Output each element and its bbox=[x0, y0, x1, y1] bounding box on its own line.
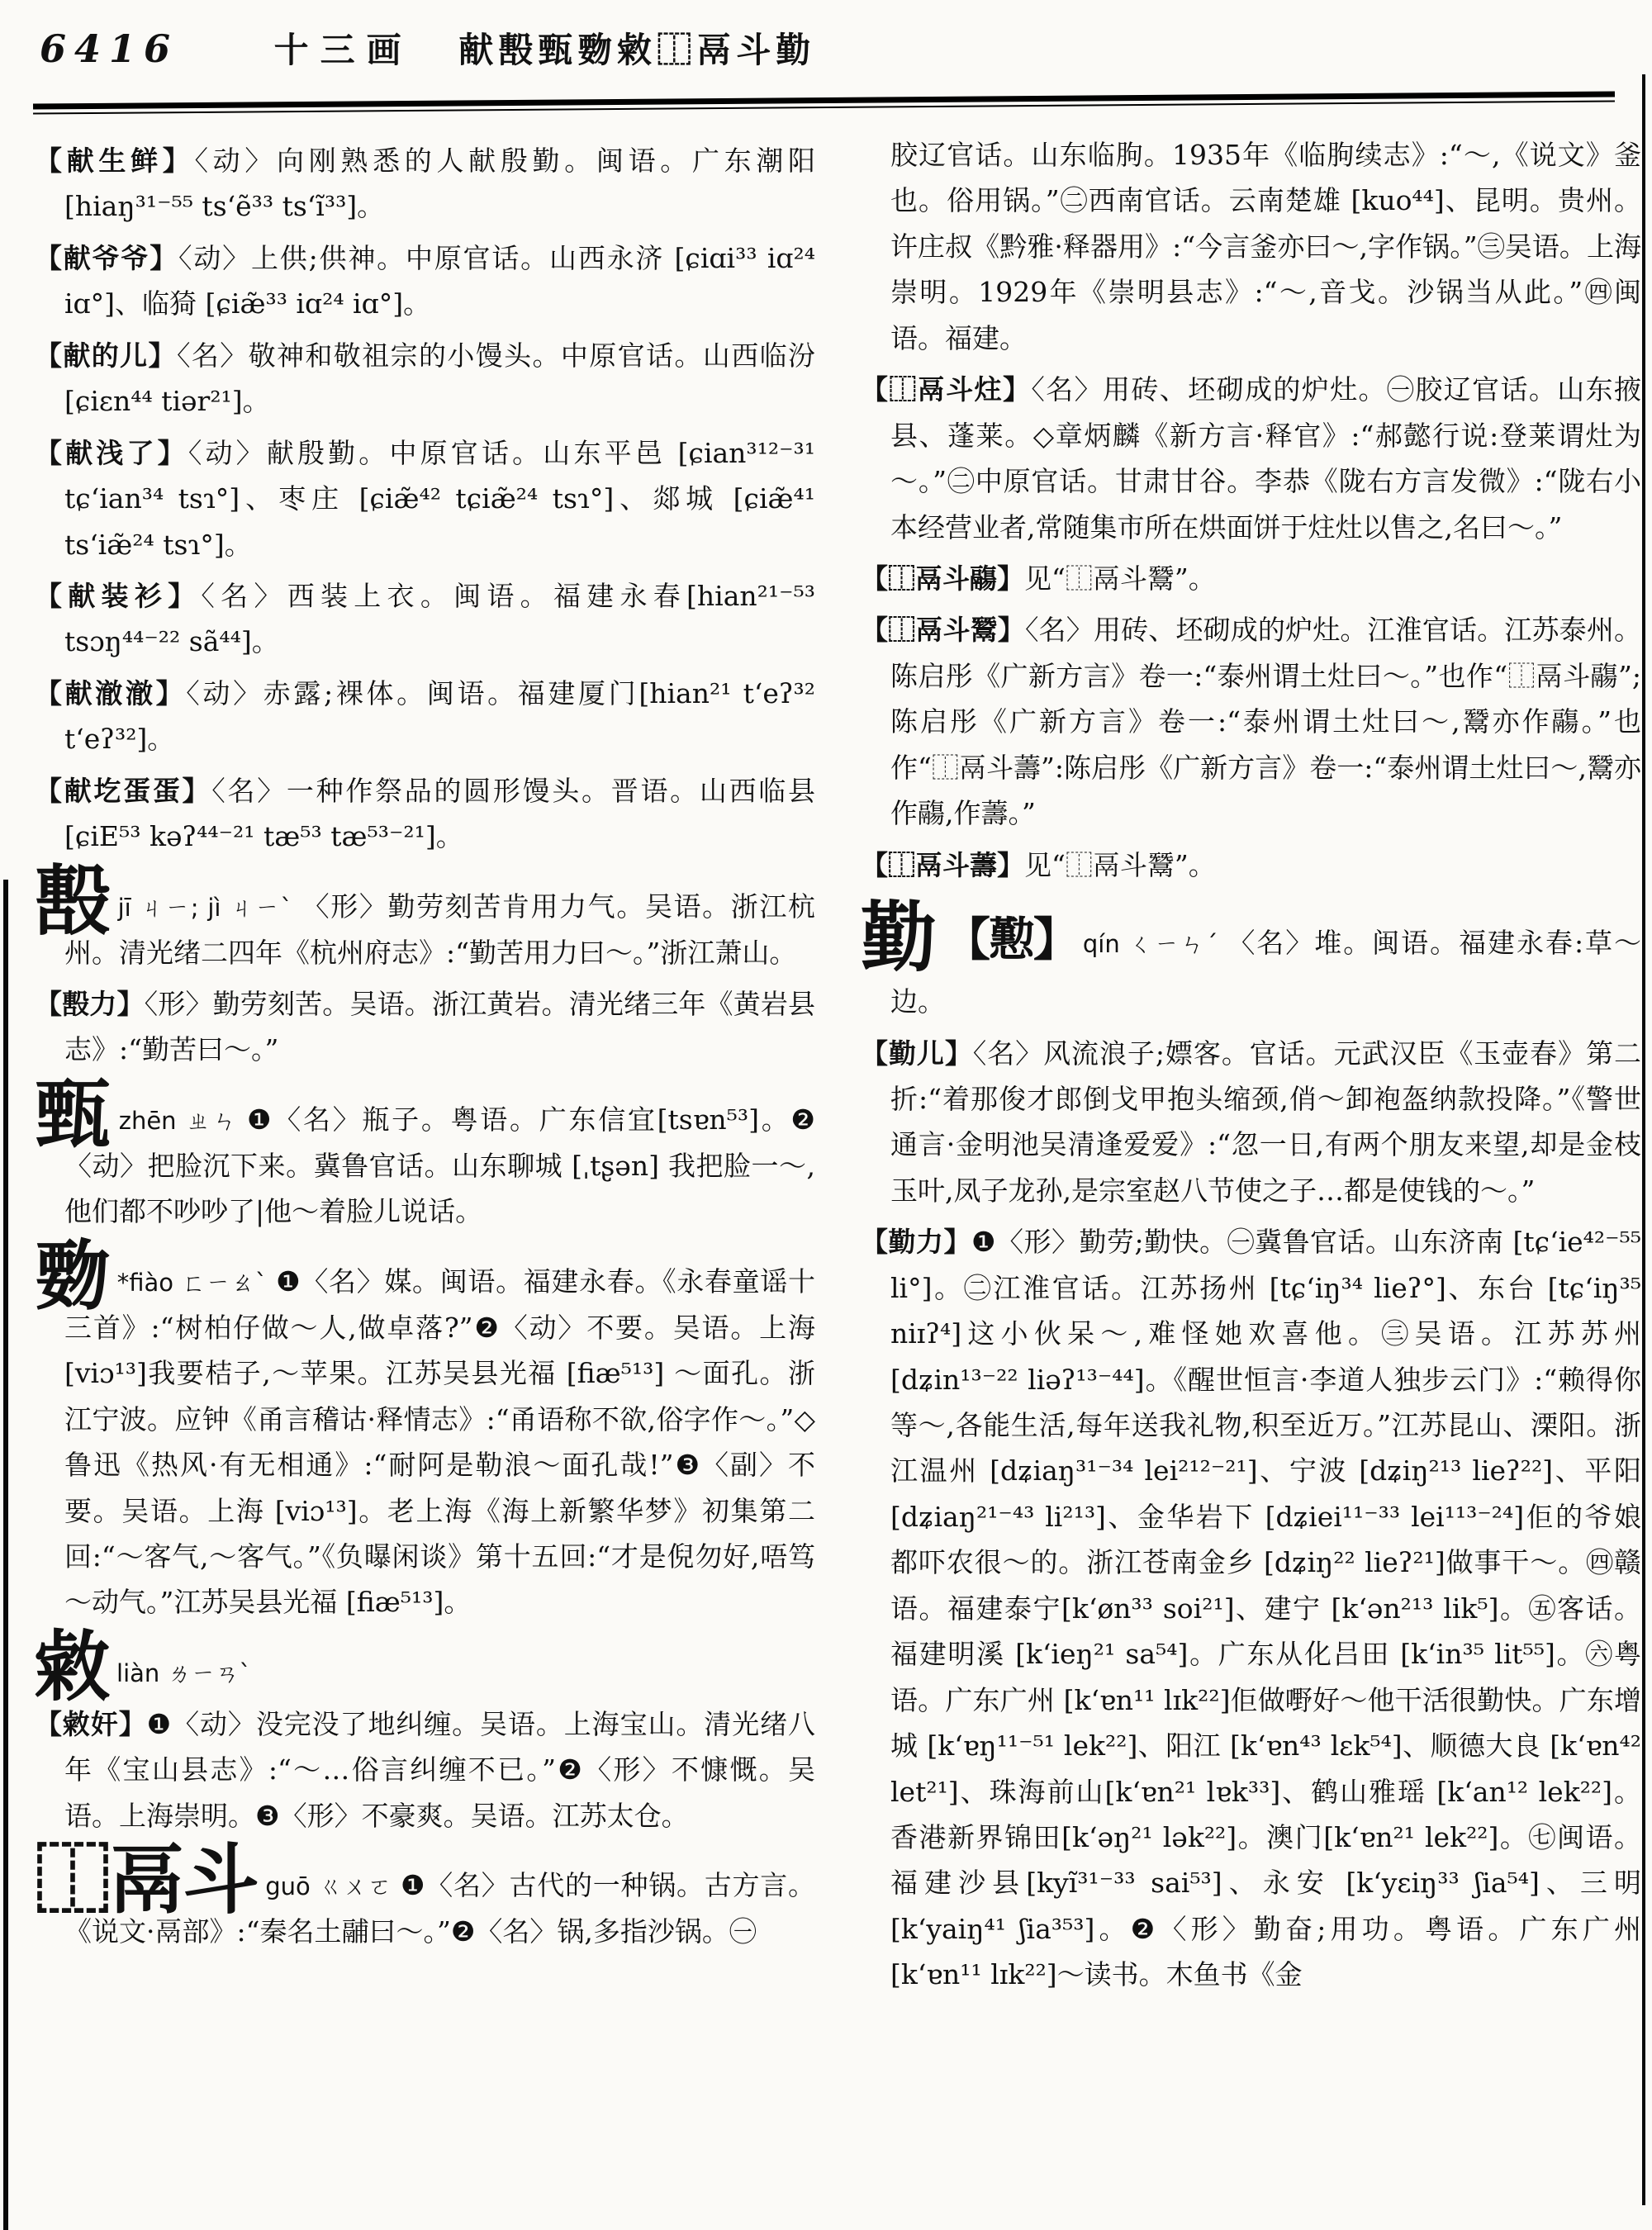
dict-entry-lianjian bbox=[35, 1701, 815, 1839]
scan-edge-line-left bbox=[3, 880, 8, 2230]
headword-pinyin: qín ㄑㄧㄣˊ bbox=[1082, 930, 1220, 958]
entry-body: 〈形〉勤劳刻苦。吴语。浙江黄岩。清光绪三年《黄岩县志》:“勤苦曰～。” bbox=[64, 988, 816, 1066]
entry-body: ❶〈名〉媒。闽语。福建永春。《永春童谣十三首》:“树柏仔做～人,做卓落?”❷〈动〉不要。吴语。上海 [viɔ¹³]我要桔子,～苹果。江苏吴县光福 [fiæ⁵¹³] ～面孔。浙江宁波。应钟《甬言稽诂·释情志》:“甬语称不欲,俗字作～。”◇鲁迅《热风·有无相通》:“耐阿是勒浪～面孔哉!”❸〈副〉不要。吴语。上海 [viɔ¹³]。老上海《海上新繁华梦》初集第二回:“～客气,～客气。”《负曝闲谈》第十五回:“才是倪勿好,唔笃～动气。”江苏吴县光福 [fiæ⁵¹³]。 bbox=[64, 1264, 815, 1619]
guide-characters: 献毄甄覅敹⿰鬲斗勤 bbox=[458, 30, 816, 70]
entry-body: 见“⿰鬲斗鬵”。 bbox=[1024, 562, 1216, 595]
entry-body: 〈名〉西装上衣。闽语。福建永春[hian²¹⁻⁵³ tsɔŋ⁴⁴⁻²² sã⁴⁴]。 bbox=[64, 579, 815, 658]
left-column bbox=[35, 132, 815, 1961]
dict-entry-fiao-character bbox=[35, 1231, 815, 1625]
page-number: 6416 bbox=[40, 26, 179, 71]
entry-headword: 【献生鲜】 bbox=[35, 145, 195, 177]
entry-headword: 【⿰鬲斗鬵】 bbox=[861, 614, 1025, 647]
dict-entry-qin-character bbox=[861, 893, 1641, 1025]
entry-body: 〈形〉勤劳刻苦肯用力气。吴语。浙江杭州。清光绪二四年《杭州府志》:“勤苦用力曰～。”浙江萧山。 bbox=[64, 890, 815, 969]
dict-entry-qiner bbox=[861, 1031, 1641, 1214]
entry-headword: 【⿰鬲斗鬺】 bbox=[861, 562, 1024, 595]
right-column bbox=[861, 132, 1641, 2004]
entry-headword: 【献圪蛋蛋】 bbox=[35, 774, 212, 807]
dict-entry-guozhu bbox=[861, 367, 1641, 550]
entry-headword: 【敹奸】 bbox=[35, 1707, 147, 1740]
entry-body: 〈名〉用砖、坯砌成的炉灶。㊀胶辽官话。山东掖县、蓬莱。◇章炳麟《新方言·释官》:“郝懿行说:登莱谓灶为～。”㊁中原官话。甘肃甘谷。李恭《陇右方言发微》:“陇右小本经营业者,常随集市所在烘面饼于炷灶以售之,名曰～。” bbox=[890, 373, 1642, 543]
headword-character: ⿰鬲斗 bbox=[35, 1835, 258, 1925]
entry-body: 见“⿰鬲斗鬵”。 bbox=[1024, 848, 1216, 881]
entry-headword: 【献浅了】 bbox=[35, 436, 188, 469]
dict-entry-qinli bbox=[861, 1219, 1641, 1997]
headword-pinyin: jī ㄐㄧ; jì ㄐㄧˋ bbox=[117, 893, 294, 922]
dict-entry-ji-character bbox=[35, 856, 815, 975]
dict-entry-guoshang bbox=[861, 556, 1641, 601]
entry-headword: 【献澈澈】 bbox=[35, 676, 187, 709]
entry-headword: 【勤力】 bbox=[861, 1226, 971, 1259]
headword-pinyin: liàn ㄌㄧㄢˋ bbox=[116, 1658, 251, 1687]
scan-edge-line-right bbox=[1642, 74, 1645, 2205]
entry-headword: 【献装衫】 bbox=[35, 579, 202, 612]
headword-character: 勤 bbox=[861, 893, 936, 982]
dict-entry-lian-character bbox=[35, 1621, 815, 1711]
dict-entry-xianqianle bbox=[35, 430, 815, 567]
headword-character: 敹 bbox=[35, 1621, 109, 1711]
headword-character: 甄 bbox=[35, 1069, 111, 1159]
headword-pinyin: *fiào ㄈㄧㄠˋ bbox=[116, 1268, 268, 1297]
dict-entry-xiandier bbox=[35, 333, 815, 425]
entry-body: 〈名〉一种作祭品的圆形馒头。晋语。山西临县 [ɕiE⁵³ kəʔ⁴⁴⁻²¹ tæ⁵³ tæ⁵³⁻²¹]。 bbox=[64, 774, 816, 853]
entry-body: ❶〈动〉没完没了地纠缠。吴语。上海宝山。清光绪八年《宝山县志》:“～…俗言纠缠不已。”❷〈形〉不慷慨。吴语。上海崇明。❸〈形〉不豪爽。吴语。江苏太仓。 bbox=[64, 1707, 815, 1832]
dict-entry-xianyeye bbox=[35, 235, 815, 327]
entry-headword: 【⿰鬲斗炷】 bbox=[861, 373, 1032, 406]
entry-body: 〈名〉风流浪子;嫖客。官话。元武汉臣《玉壶春》第二折:“着那俊才郎倒戈甲抱头缩颈,俏～卸袍盔纳款投降。”《警世通言·金明池吴清逢爱爱》:“忽一日,有两个朋友来望,却是金枝玉叶,凤子龙孙,是宗室赵八节使之子…都是使钱的～。” bbox=[890, 1037, 1642, 1207]
entry-body: 〈名〉堆。闽语。福建永春:草～边。 bbox=[890, 927, 1641, 1018]
dict-entry-xiangedandan bbox=[35, 768, 815, 860]
entry-body: 〈动〉赤露;裸体。闽语。福建厦门[hian²¹ tʻeʔ³² tʻeʔ³²]。 bbox=[64, 676, 816, 756]
headword-character: 覅 bbox=[35, 1231, 109, 1321]
headword-pinyin: guō ㄍㄨㄛ bbox=[265, 1872, 392, 1901]
entry-body: 〈名〉用砖、坯砌成的炉灶。江淮官话。江苏泰州。陈启彤《广新方言》卷一:“泰州谓土灶曰～。”也作“⿰鬲斗鬺”;陈启彤《广新方言》卷一:“泰州谓土灶曰～,鬵亦作鬺。”也作“⿰鬲斗薵”:陈启彤《广新方言》卷一:“泰州谓土灶曰～,鬵亦作鬺,作薵。” bbox=[890, 614, 1642, 830]
entry-headword: 【献的儿】 bbox=[35, 339, 177, 372]
dict-entry-jili bbox=[35, 981, 815, 1073]
entry-headword: 【勤儿】 bbox=[861, 1037, 973, 1070]
entry-body: ❶〈形〉勤劳;勤快。㊀冀鲁官话。山东济南 [tɕʻie⁴²⁻⁵⁵ li°]。㊁江淮官话。江苏扬州 [tɕʻiŋ³⁴ lieʔ°]、东台 [tɕʻiŋ³⁵ niɪʔ⁴]这小伙呆～,难怪她欢喜他。㊂吴语。江苏苏州 [dʑin¹³⁻²² liəʔ¹³⁻⁴⁴]。《醒世恒言·李道人独步云门》:“赖得你等～,各能生活,每年送我礼物,积至近万。”江苏昆山、溧阳。浙江温州 [dʑiaŋ³¹⁻³⁴ lei²¹²⁻²¹]、宁波 [dʑiŋ²¹³ lieʔ²²]、平阳[dʑiaŋ²¹⁻⁴³ li²¹³]、金华岩下 [dʑiei¹¹⁻³³ lei¹¹³⁻²⁴]佢的爷娘都吓农很～的。浙江苍南金乡 [dʑiŋ²² lieʔ²¹]做事干～。㊃赣语。福建泰宁[kʻøn³³ soi²¹]、建宁 [kʻən²¹³ lik⁵]。㊄客话。福建明溪 [kʻieŋ²¹ sa⁵⁴]。广东从化吕田 [kʻin³⁵ lit⁵⁵]。㊅粤语。广东广州 [kʻɐn¹¹ lɪk²²]佢做嘢好～他干活很勤快。广东增城 [kʻɐŋ¹¹⁻⁵¹ lek²²]、阳江 [kʻɐn⁴³ lɛk⁵⁴]、顺德大良 [kʻɐn⁴² let²¹]、珠海前山[kʻɐn²¹ lɐk³³]、鹤山雅瑶 [kʻan¹² lek²²]。香港新界锦田[kʻəŋ²¹ lək²²]。澳门[kʻɐn²¹ lek²²]。㊆闽语。福建沙县[kyĩ³¹⁻³³ sai⁵³]、永安 [kʻyɛiŋ³³ ʃia⁵⁴]、三明[kʻyaiŋ⁴¹ ʃia³⁵³]。❷〈形〉勤奋;用功。粤语。广东广州 [kʻɐn¹¹ lɪk²²]～读书。木鱼书《金 bbox=[890, 1226, 1642, 1991]
entry-body: 〈动〉向刚熟悉的人献殷勤。闽语。广东潮阳 [hiaŋ³¹⁻⁵⁵ tsʻẽ³³ tsʻĩ³³]。 bbox=[64, 145, 815, 223]
dict-entry-guoqin bbox=[861, 607, 1641, 836]
entry-headword: 【毄力】 bbox=[35, 988, 145, 1020]
headword-character: 毄 bbox=[35, 856, 110, 946]
entry-body: ❶〈名〉古代的一种锅。古方言。《说文·鬲部》:“秦名土鬴曰～。”❷〈名〉锅,多指沙锅。㊀ bbox=[64, 1869, 815, 1948]
dict-entry-xianzhuangshan bbox=[35, 573, 815, 665]
dict-entry-guo-character bbox=[35, 1835, 815, 1954]
entry-headword: 【⿰鬲斗薵】 bbox=[861, 848, 1024, 881]
entry-headword: 【献爷爷】 bbox=[35, 241, 179, 274]
dict-entry-zhen-character bbox=[35, 1069, 816, 1235]
headword-variant: 【懃】 bbox=[943, 913, 1078, 967]
entry-body: 〈动〉献殷勤。中原官话。山东平邑 [ɕian³¹²⁻³¹ tɕʻian³⁴ tsɿ°]、枣庄 [ɕiæ̃⁴² tɕiæ̃²⁴ tsɿ°]、郯城 [ɕiæ̃⁴¹ tsʻiæ̃²⁴ tsɿ°]。 bbox=[64, 436, 815, 561]
dict-entry-guochou bbox=[861, 842, 1641, 888]
dict-entry-guo-continuation bbox=[861, 132, 1641, 361]
entry-body: ❶〈名〉瓶子。粤语。广东信宜[tsɐn⁵³]。❷〈动〉把脸沉下来。冀鲁官话。山东聊城 [ˌtʂən] 我把脸一～,他们都不吵吵了|他～着脸儿说话。 bbox=[64, 1103, 816, 1228]
stroke-section: 十三画 bbox=[273, 30, 413, 70]
dict-entry-xianshengxian bbox=[35, 138, 815, 230]
dict-entry-xianchechne bbox=[35, 671, 815, 762]
headword-pinyin: zhēn ㄓㄣ bbox=[118, 1106, 239, 1135]
entry-body: 〈动〉上供;供神。中原官话。山西永济 [ɕiɑi³³ iɑ²⁴ iɑ°]、临猗 [ɕiæ̃³³ iɑ²⁴ iɑ°]。 bbox=[64, 241, 815, 320]
page-header bbox=[40, 23, 1609, 73]
entry-body: 胶辽官话。山东临朐。1935年《临朐续志》:“～,《说文》釜也。俗用锅。”㊁西南官话。云南楚雄 [kuo⁴⁴]、昆明。贵州。许庄叔《黔雅·释器用》:“今言釜亦曰～,字作锅。”㊂吴语。上海崇明。1929年《崇明县志》:“～,音戈。沙锅当从此。”㊃闽语。福建。 bbox=[890, 139, 1641, 354]
entry-body: 〈名〉敬神和敬祖宗的小馒头。中原官话。山西临汾 [ɕiɛn⁴⁴ tiər²¹]。 bbox=[64, 339, 816, 418]
